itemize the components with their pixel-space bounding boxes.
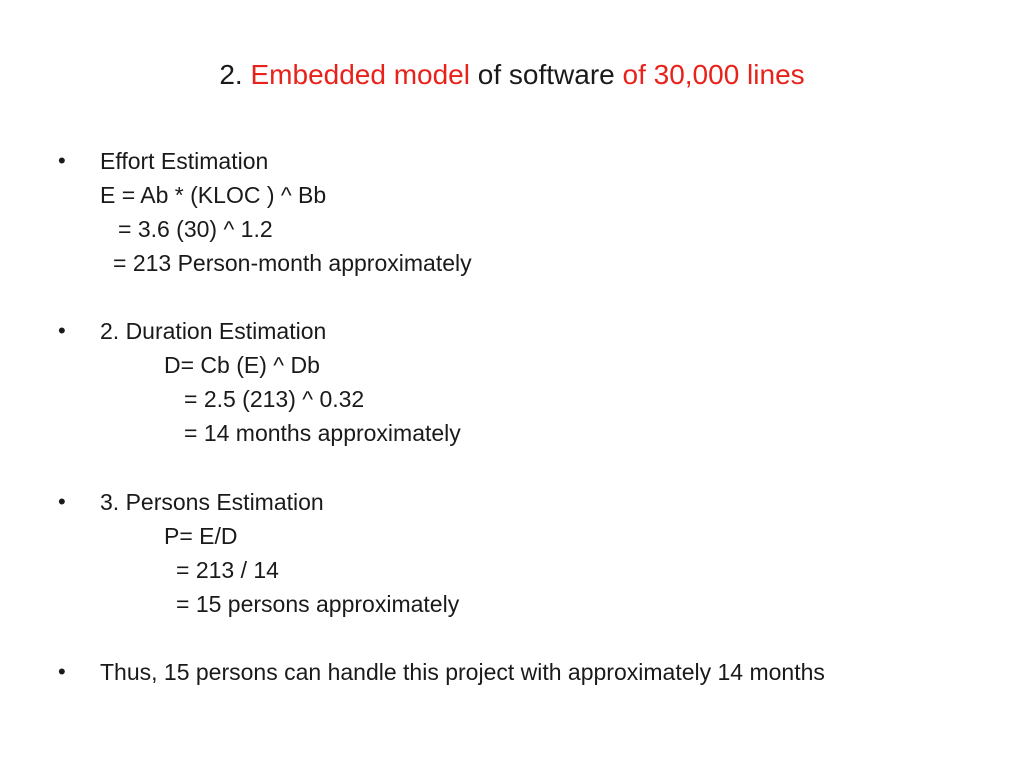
duration-result: = 14 months approximately bbox=[184, 420, 461, 446]
title-model-name: Embedded model bbox=[250, 59, 470, 90]
bullet-icon: • bbox=[58, 148, 66, 173]
persons-heading: 3. Persons Estimation bbox=[100, 489, 324, 515]
bullet-icon: • bbox=[58, 659, 66, 684]
effort-formula: E = Ab * (KLOC ) ^ Bb bbox=[100, 182, 327, 208]
title-of-software: of software bbox=[477, 59, 615, 90]
bullet-icon: • bbox=[58, 318, 66, 343]
title-line-count: of 30,000 lines bbox=[622, 59, 805, 90]
effort-substitution: = 3.6 (30) ^ 1.2 bbox=[118, 216, 273, 242]
effort-result: = 213 Person-month approximately bbox=[113, 250, 472, 276]
duration-formula: D= Cb (E) ^ Db bbox=[164, 352, 320, 378]
duration-heading: 2. Duration Estimation bbox=[100, 318, 327, 344]
effort-heading: Effort Estimation bbox=[100, 148, 269, 174]
title-number: 2. bbox=[219, 59, 243, 90]
bullet-icon: • bbox=[58, 489, 66, 514]
persons-substitution: = 213 / 14 bbox=[176, 557, 279, 583]
persons-formula: P= E/D bbox=[164, 523, 238, 549]
persons-result: = 15 persons approximately bbox=[176, 591, 460, 617]
conclusion-text: Thus, 15 persons can handle this project with approximately 14 months bbox=[100, 659, 825, 685]
slide-title bbox=[0, 55, 1024, 95]
duration-substitution: = 2.5 (213) ^ 0.32 bbox=[184, 386, 365, 412]
